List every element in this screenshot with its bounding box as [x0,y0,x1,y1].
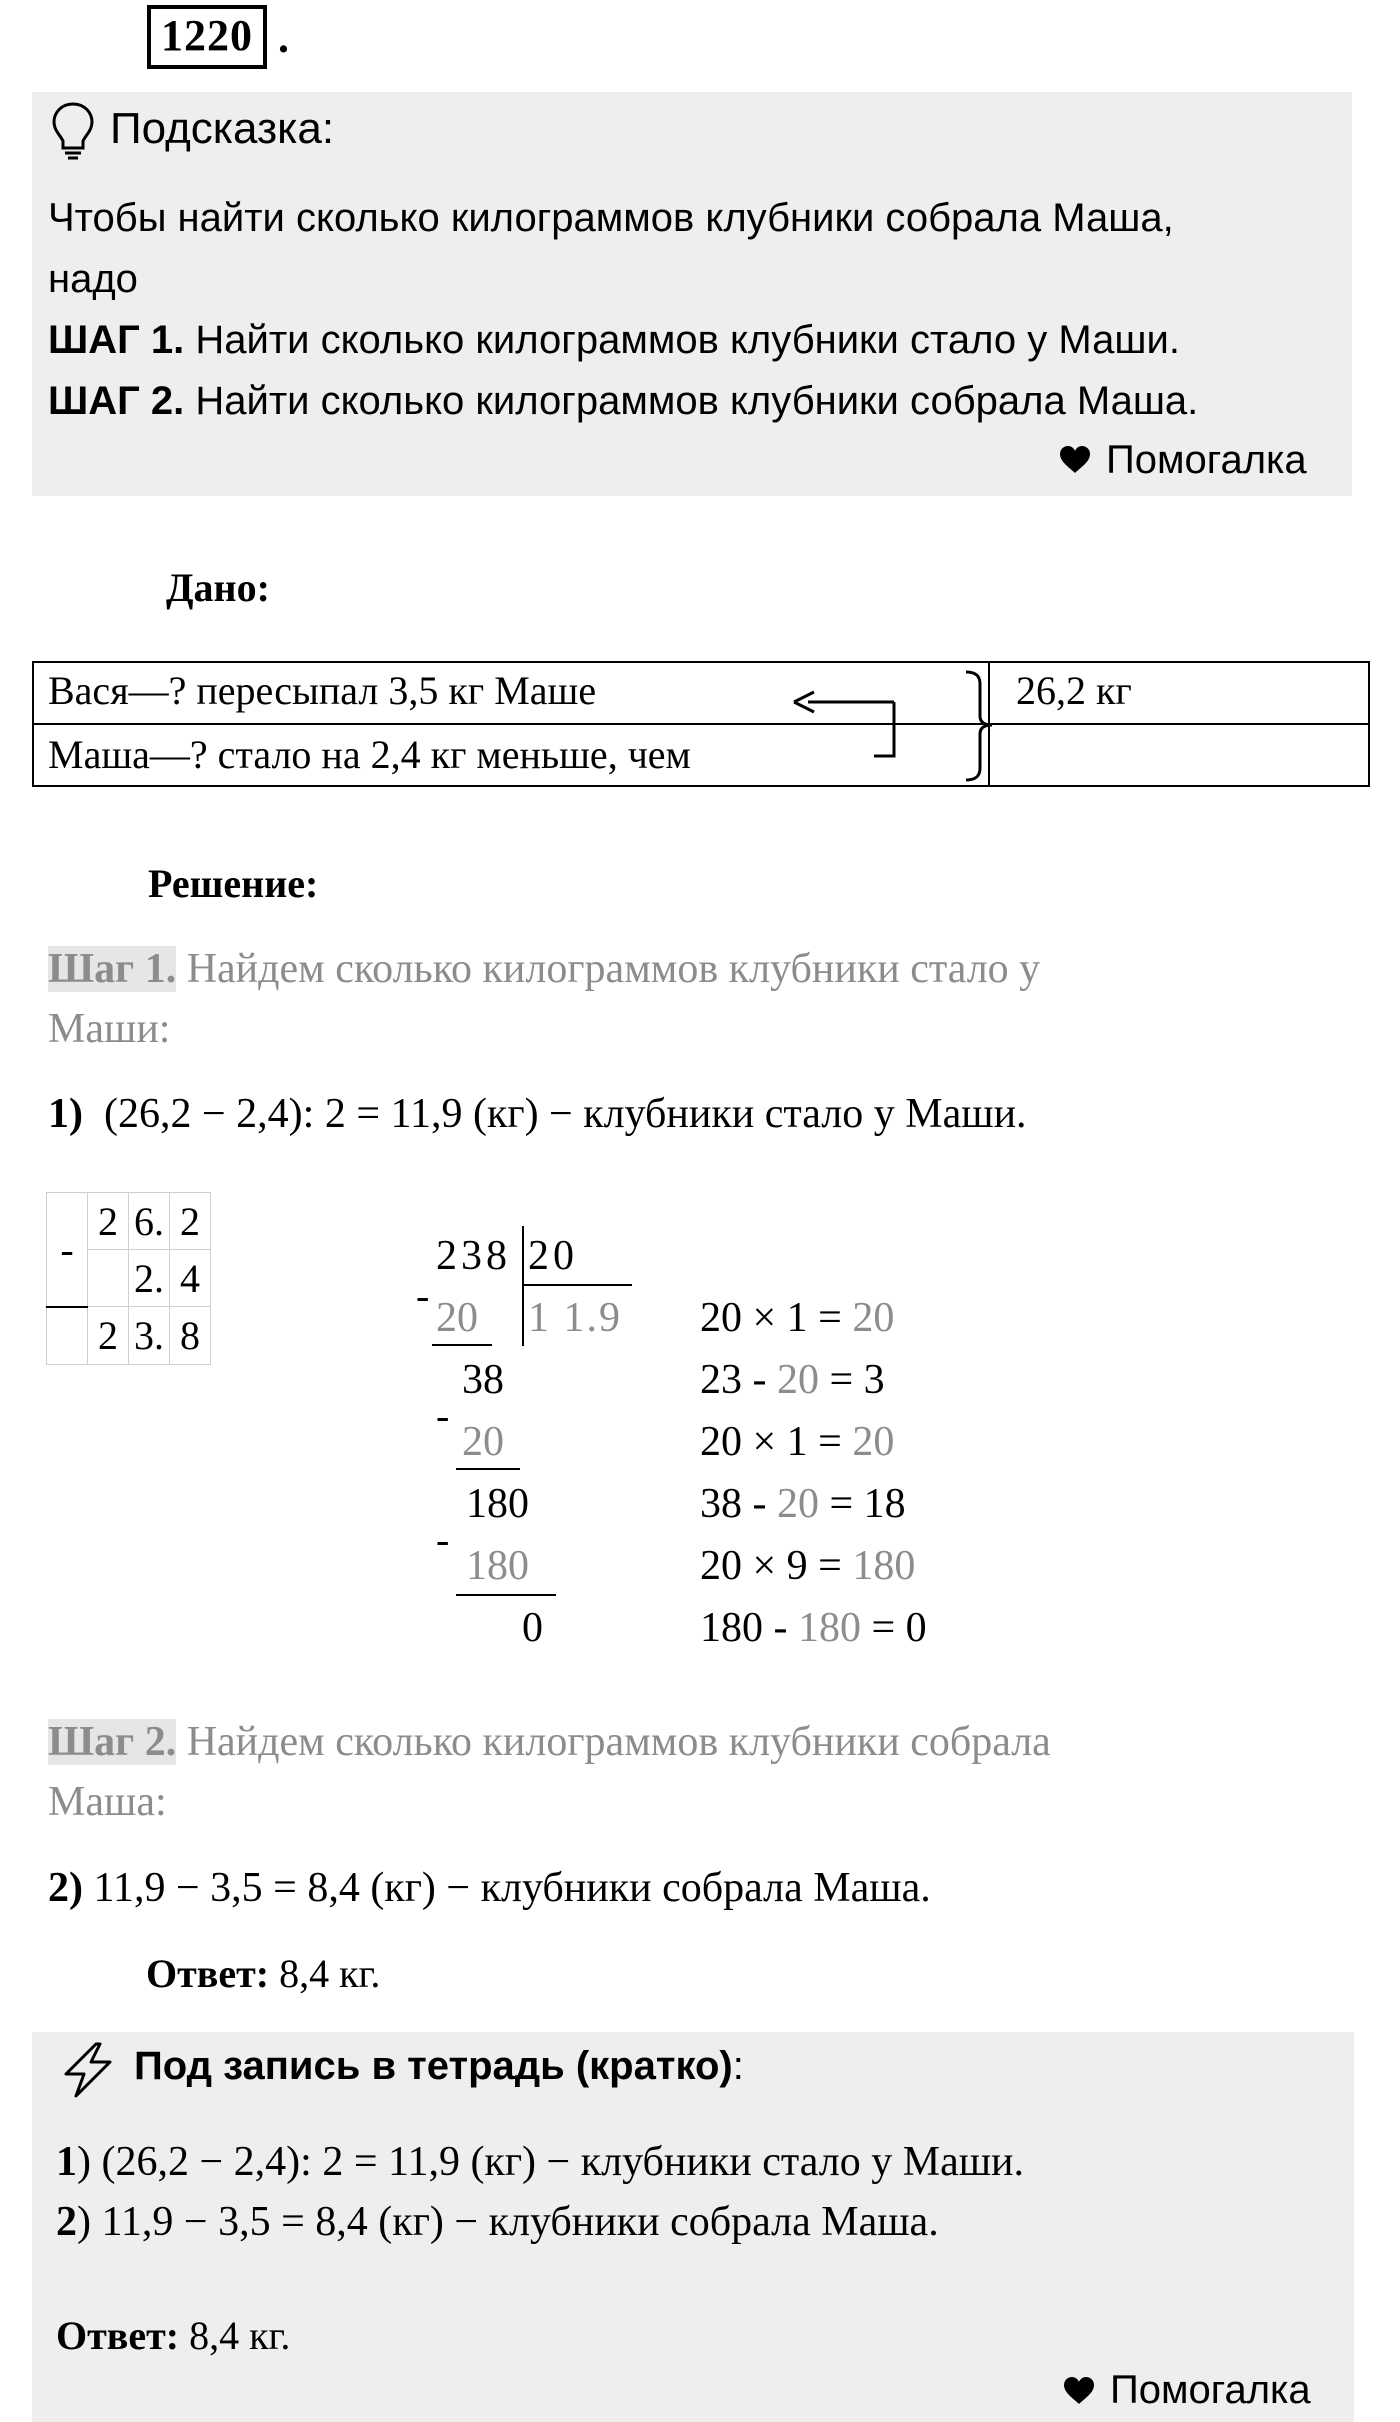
step-1-heading [48,945,1040,993]
step-1-text-2: Маши: [48,1006,171,1052]
solution-title: Решение: [148,861,319,906]
sub-digit: 3. [129,1307,170,1365]
step-2-heading [48,1718,1051,1766]
division-note-6: 180 - 180 = 0 [700,1605,927,1651]
division-dividend: 238 [436,1233,511,1279]
given-total: 26,2 кг [1016,668,1132,713]
division-quotient: 1 1.9 [528,1295,622,1341]
given-row-divider [32,723,1370,725]
division-rule-2 [456,1468,520,1470]
lightning-icon [58,2040,118,2100]
division-minus-1: - [416,1273,430,1318]
division-line-5: 180 [466,1543,529,1589]
hint-step-2-label: ШАГ 2. [48,379,185,423]
division-note-2: 23 - 20 = 3 [700,1357,885,1403]
answer-label: Ответ: [146,1951,270,1996]
sub-minus-cell [47,1193,88,1307]
division-line-2: 38 [462,1357,504,1403]
sub-digit: 2. [129,1250,170,1307]
division-note-5: 20 × 9 = 180 [700,1543,916,1589]
division-line-6: 0 [522,1605,543,1651]
heart-icon [1062,2376,1096,2406]
given-title: Дано: [166,565,270,610]
heart-icon [1058,445,1092,475]
sub-digit [88,1250,129,1307]
step-2-label: Шаг 2. [48,1719,177,1765]
notes-line-1: 1) (26,2 − 2,4): 2 = 11,9 (кг) − клубники стало у Маши. [56,2139,1025,2185]
hint-step-1-text: Найти сколько килограммов клубники стало у Маши. [184,318,1180,362]
brand-label-footer: Помогалка [1110,2368,1311,2412]
sub-digit: 8 [170,1307,211,1365]
division-note-1: 20 × 1 = 20 [700,1295,895,1341]
column-subtraction [46,1192,211,1365]
hint-step-2-text: Найти сколько килограммов клубники собрала Маша. [184,379,1199,423]
equation-2-number: 2) [48,1865,83,1911]
sub-digit: 2 [88,1193,129,1250]
given-row-1: Вася—? пересыпал 3,5 кг Маше [48,668,597,713]
notes-title: Под запись в тетрадь (кратко): [134,2044,744,2088]
hint-step-1-label: ШАГ 1. [48,318,185,362]
sub-digit: 4 [170,1250,211,1307]
hint-line-2: надо [48,257,138,301]
answer-value: 8,4 кг. [269,1951,381,1996]
lightbulb-icon [50,100,96,162]
hint-step-1 [48,318,1180,363]
division-note-3: 20 × 1 = 20 [700,1419,895,1465]
sub-minus-sign: - [60,1226,74,1272]
hint-title: Подсказка: [110,104,335,153]
equation-2-text: 11,9 − 3,5 = 8,4 (кг) − клубники собрала Маша. [83,1865,931,1911]
sub-digit: 2 [170,1193,211,1250]
step-2-text-2: Маша: [48,1779,167,1825]
division-line-1: 20 [436,1295,478,1341]
division-rule-3 [456,1594,556,1596]
division-rule-1 [432,1344,492,1346]
step-1-text: Найдем сколько килограммов клубники стало у [176,946,1041,992]
equation-2 [48,1864,931,1912]
division-line-3: 20 [462,1419,504,1465]
given-row-2: Маша—? стало на 2,4 кг меньше, чем [48,732,691,777]
equation-1-text: (26,2 − 2,4): 2 = 11,9 (кг) − клубники стало у Маши. [104,1091,1027,1137]
step-2-text: Найдем сколько килограммов клубники собрала [176,1719,1051,1765]
division-divisor: 20 [528,1233,578,1279]
sub-empty [47,1307,88,1365]
division-vertical-line [522,1226,524,1346]
division-note-4: 38 - 20 = 18 [700,1481,906,1527]
given-brace-arrow [780,668,1000,784]
sub-digit: 2 [88,1307,129,1365]
task-number-dot: . [278,13,289,62]
answer [146,1950,380,1997]
hint-step-2 [48,379,1198,424]
sub-digit: 6. [129,1193,170,1250]
division-minus-2: - [436,1393,450,1438]
division-horizontal-line [522,1284,632,1286]
notes-answer: Ответ: 8,4 кг. [56,2313,291,2358]
brand-label: Помогалка [1106,438,1307,482]
division-line-4: 180 [466,1481,529,1527]
equation-1 [48,1090,1027,1138]
division-minus-3: - [436,1517,450,1562]
task-number: 1220 [147,5,267,69]
equation-1-number: 1) [48,1091,83,1137]
hint-line-1: Чтобы найти сколько килограммов клубники собрала Маша, [48,196,1174,240]
step-1-label: Шаг 1. [48,946,177,992]
notes-line-2: 2) 11,9 − 3,5 = 8,4 (кг) − клубники собрала Маша. [56,2199,939,2245]
